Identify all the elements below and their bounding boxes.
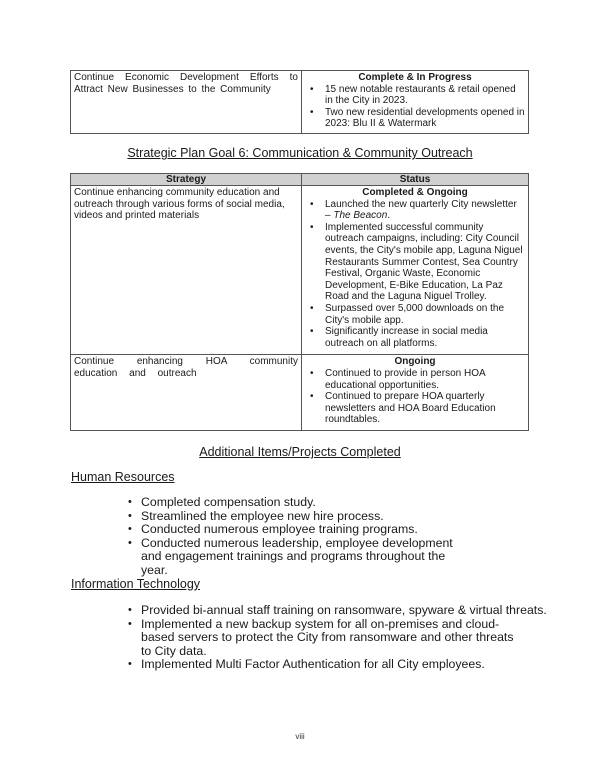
strategy-header: Strategy [71, 174, 302, 186]
status-title: Complete & In Progress [358, 72, 472, 83]
status-cell [302, 186, 529, 355]
list-item: • Significantly increase in social media outreach on all platforms. [325, 326, 525, 349]
item-tail: . [387, 210, 391, 222]
list-item: • Surpassed over 5,000 downloads on the City's mobile app. [325, 303, 525, 326]
economic-development-table [70, 70, 529, 134]
human-resources-heading: Human Resources [71, 470, 175, 484]
list-item [325, 199, 525, 222]
status-title: Completed & Ongoing [362, 187, 468, 198]
list-item: • Completed compensation study. [141, 496, 561, 510]
list-item: • Continued to provide in person HOA educational opportunities. [325, 368, 525, 391]
goal6-title-text: Strategic Plan Goal 6: Communication & Community Outreach [127, 146, 473, 160]
list-item: • Provided bi-annual staff training on ransomware, spyware & virtual threats. [141, 604, 561, 618]
list-item: • Implemented a new backup system for all on-premises and cloud-based servers to protect the City from ransomware and other threats to City data. [141, 618, 519, 659]
page-number: viii [295, 732, 305, 741]
list-item: • Conducted numerous employee training programs. [141, 523, 561, 537]
strategy-cell: Continue enhancing HOA community education and outreach [71, 355, 302, 431]
list-item: • Conducted numerous leadership, employee development and engagement trainings and programs throughout the year. [141, 537, 471, 578]
item-text: Launched the new quarterly City newsletter – [325, 198, 517, 222]
status-list [305, 368, 525, 426]
status-cell [302, 71, 529, 134]
status-title: Ongoing [394, 356, 436, 368]
strategy-cell: Continue enhancing community education and outreach through various forms of social media, videos and printed materials [71, 186, 302, 355]
additional-title [0, 445, 600, 459]
table-header-row [71, 174, 529, 186]
status-cell [302, 355, 529, 431]
list-item: • Streamlined the employee new hire process. [141, 510, 561, 524]
information-technology-list [128, 604, 561, 672]
list-item: • 15 new notable restaurants & retail opened in the City in 2023. [325, 84, 525, 107]
list-item: • Implemented Multi Factor Authentication for all City employees. [141, 658, 561, 672]
table-row [71, 355, 529, 431]
human-resources-list [128, 496, 561, 578]
status-list [305, 84, 525, 130]
goal6-title [0, 146, 600, 160]
list-item: • Continued to prepare HOA quarterly newsletters and HOA Board Education roundtables. [325, 391, 525, 426]
table-row [71, 71, 529, 134]
additional-title-text: Additional Items/Projects Completed [199, 445, 401, 459]
status-header: Status [302, 174, 529, 186]
strategy-cell: Continue Economic Development Efforts to Attract New Businesses to the Community [71, 71, 302, 134]
list-item: • Two new residential developments opened in 2023: Blu II & Watermark [325, 107, 525, 130]
goal6-table [70, 173, 529, 431]
status-list [305, 199, 525, 350]
newsletter-name: The Beacon [333, 210, 388, 222]
table-row [71, 186, 529, 355]
list-item: • Implemented successful community outreach campaigns, including: City Council events, the City's mobile app, Laguna Niguel Restaurants Summer Contest, Sea Country Festival, Organic Waste, Economic Development, E-Bike Education, La Paz Road and the Laguna Niguel Trolley. [325, 222, 525, 303]
information-technology-heading: Information Technology [71, 577, 201, 591]
